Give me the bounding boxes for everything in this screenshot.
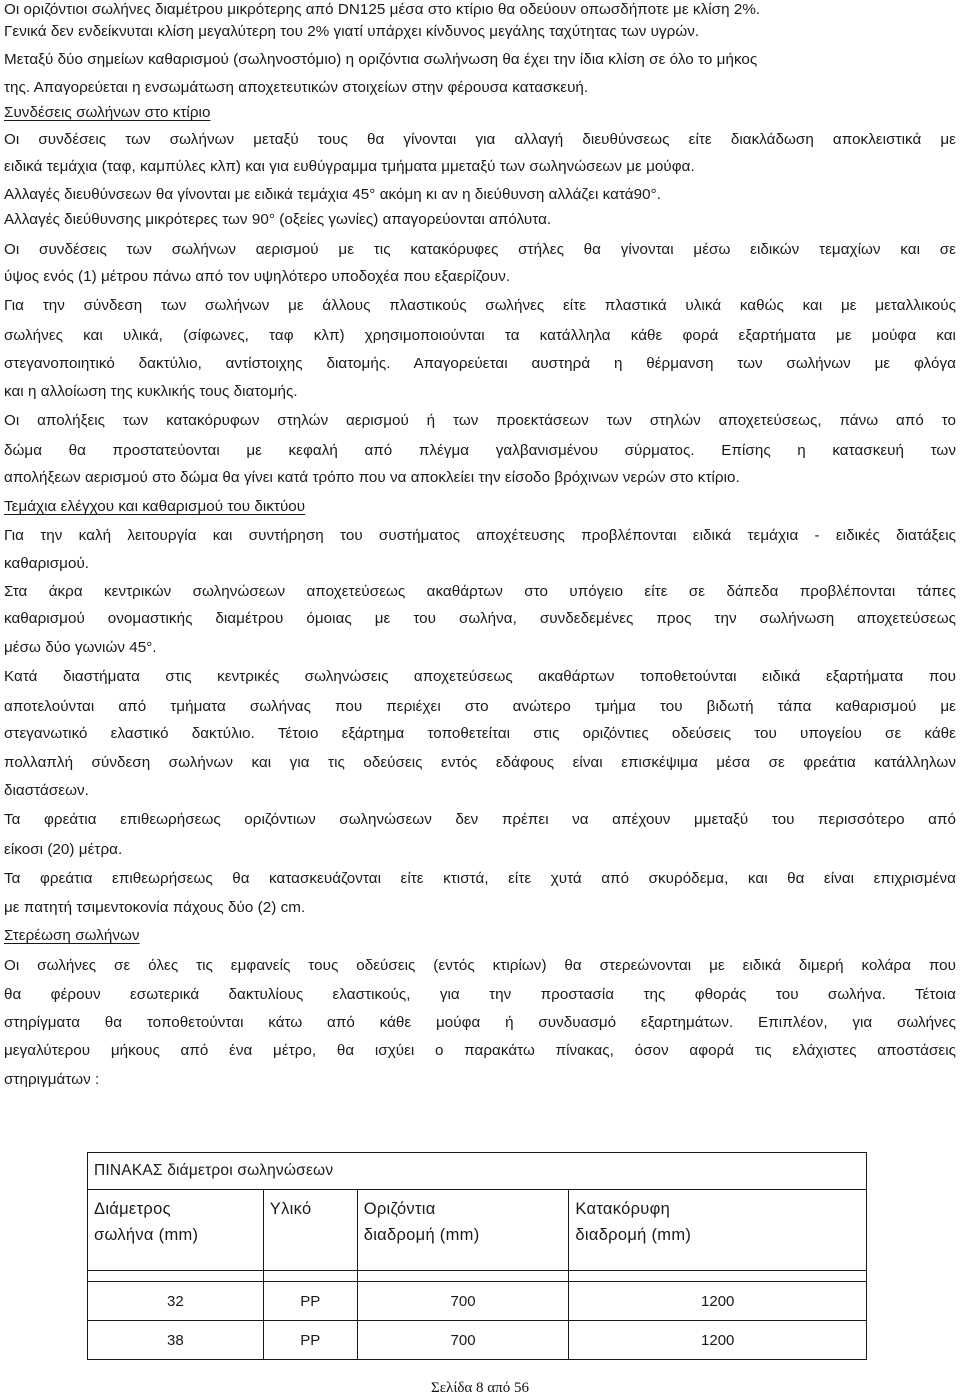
table-row <box>88 1282 867 1321</box>
text-line: στεγανοποιητικό δακτύλιο, αντίστοιχης διατομής. Απαγορεύεται αυστηρά η θέρμανση των σωλήνων με φλόγα <box>4 355 956 372</box>
text-line: ειδικά τεμάχια (ταφ, καμπύλες κλπ) και για ευθύγραμμα τμήματα μμεταξύ των σωληνώσεων με μούφα. <box>4 158 695 175</box>
text-line: Μεταξύ δύο σημείων καθαρισμού (σωληνοστόμιο) η οριζόντια σωλήνωση θα έχει την ίδια κλίση σε όλο το μήκος <box>4 51 758 68</box>
text-line: θα φέρουν εσωτερικά δακτυλίους ελαστικούς, για την προστασία της φθοράς του σωλήνα. Τέτοια <box>4 986 956 1003</box>
cell-vertical: 1200 <box>569 1282 867 1321</box>
table-caption: ΠΙΝΑΚΑΣ διάμετροι σωληνώσεων <box>88 1153 867 1190</box>
section-heading: Τεμάχια ελέγχου και καθαρισμού του δικτύου <box>4 498 306 515</box>
text-line: Οι οριζόντιοι σωλήνες διαμέτρου μικρότερης από DN125 μέσα στο κτίριο θα οδεύουν οπωσδήποτε με κλίση 2%. <box>4 1 761 18</box>
header-material: Υλικό <box>263 1190 357 1271</box>
text-line: στηρίγματα θα τοποθετούνται κάτω από κάθε μούφα ή συνδυασμό εξαρτημάτων. Επιπλέον, για σωλήνες <box>4 1014 956 1031</box>
text-line: μέσω δύο γωνιών 45°. <box>4 639 157 656</box>
text-line: πολλαπλή σύνδεση σωλήνων και για τις οδεύσεις εντός εδάφους είναι επισκέψιμα μέσα σε φρεάτια κατάλληλων <box>4 754 956 771</box>
text-line: Αλλαγές διεύθυνσης μικρότερες των 90° (οξείες γωνίες) απαγορεύονται απόλυτα. <box>4 211 552 228</box>
text-line: διαστάσεων. <box>4 782 89 799</box>
text-line: απολήξεων αερισμού στο δώμα θα γίνει κατά τρόπο που να αποκλείει την είσοδο βρόχινων νερών στο κτίριο. <box>4 469 740 486</box>
text-line: καθαρισμού. <box>4 555 90 572</box>
page-number-footer: Σελίδα 8 από 56 <box>431 1380 529 1396</box>
text-line: Τα φρεάτια επιθεωρήσεως θα κατασκευάζονται είτε κτιστά, είτε χυτά από σκυρόδεμα, και θα είναι επιχρισμένα <box>4 870 956 887</box>
header-vertical: Κατακόρυφη διαδρομή (mm) <box>569 1190 867 1271</box>
text-line: Οι συνδέσεις των σωλήνων αερισμού με τις κατακόρυφες στήλες θα γίνονται μέσω ειδικών τεμαχίων και σε <box>4 241 956 258</box>
cell-material: PP <box>263 1282 357 1321</box>
section-heading: Συνδέσεις σωλήνων στο κτίριο <box>4 104 211 121</box>
section-heading: Στερέωση σωλήνων <box>4 927 140 944</box>
text-line: αποτελούνται από τμήματα σωλήνας που περιέχει στο ανώτερο τμήμα του βιδωτή τάπα καθαρισμού με <box>4 698 956 715</box>
text-line: Για την σύνδεση των σωλήνων με άλλους πλαστικούς σωλήνες είτε πλαστικά υλικά καθώς και με μεταλλικούς <box>4 297 956 314</box>
cell-material: PP <box>263 1321 357 1360</box>
text-line: καθαρισμού ονομαστικής διαμέτρου όμοιας με του σωλήνα, συνδεδεμένες προς την σωλήνωση αποχετεύσεως <box>4 610 956 627</box>
cell-vertical: 1200 <box>569 1321 867 1360</box>
text-line: και η αλλοίωση της κυκλικής τους διατομής. <box>4 383 298 400</box>
cell-horizontal: 700 <box>357 1321 569 1360</box>
table-row <box>88 1321 867 1360</box>
header-horizontal: Οριζόντια διαδρομή (mm) <box>357 1190 569 1271</box>
text-line: Οι σωλήνες σε όλες τις εμφανείς τους οδεύσεις (εντός κτιρίων) θα στερεώνονται με ειδικά διμερή κολάρα που <box>4 957 956 974</box>
text-line: Οι συνδέσεις των σωλήνων μεταξύ τους θα γίνονται για αλλαγή διευθύνσεως είτε διακλάδωση αποκλειστικά με <box>4 131 956 148</box>
header-diameter: Διάμετρος σωλήνα (mm) <box>88 1190 264 1271</box>
text-line: στηριγμάτων : <box>4 1071 100 1088</box>
text-line: σωλήνες και υλικά, (σίφωνες, ταφ κλπ) χρησιμοποιούνται τα κατάλληλα κάθε φορά εξαρτήματα με μούφα και <box>4 327 956 344</box>
text-line: Για την καλή λειτουργία και συντήρηση του συστήματος αποχέτευσης προβλέπονται ειδικά τεμάχια - ειδικές διατάξεις <box>4 527 956 544</box>
text-line: Τα φρεάτια επιθεωρήσεως οριζόντιων σωληνώσεων δεν πρέπει να απέχουν μμεταξύ του περισσότερο από <box>4 811 956 828</box>
cell-diameter: 32 <box>88 1282 264 1321</box>
text-line: δώμα θα προστατεύονται με κεφαλή από πλέγμα γαλβανισμένου σύρματος. Επίσης η κατασκευή των <box>4 442 956 459</box>
text-line: Γενικά δεν ενδείκνυται κλίση μεγαλύτερη του 2% γιατί υπάρχει κίνδυνος μεγάλης ταχύτητας των υγρών. <box>4 23 700 40</box>
text-line: Οι απολήξεις των κατακόρυφων στηλών αερισμού ή των προεκτάσεων των στηλών αποχετεύσεως, πάνω από το <box>4 412 956 429</box>
text-line: στεγανωτικό ελαστικό δακτύλιο. Τέτοιο εξάρτημα τοποθετείται στις οριζόντιες οδεύσεις του υπογείου σε κάθε <box>4 725 956 742</box>
text-line: Κατά διαστήματα στις κεντρικές σωληνώσεις αποχετεύσεως ακαθάρτων τοποθετούνται ειδικά εξαρτήματα που <box>4 668 956 685</box>
text-line: Στα άκρα κεντρικών σωληνώσεων αποχετεύσεως ακαθάρτων στο υπόγειο είτε σε δάπεδα προβλέπονται τάπες <box>4 583 956 600</box>
text-line: με πατητή τσιμεντοκονία πάχους δύο (2) cm. <box>4 899 306 916</box>
text-line: ύψος ενός (1) μέτρου πάνω από τον υψηλότερο υποδοχέα που εξαερίζουν. <box>4 268 511 285</box>
cell-horizontal: 700 <box>357 1282 569 1321</box>
pipe-diameter-table <box>87 1152 867 1360</box>
text-line: Αλλαγές διευθύνσεων θα γίνονται με ειδικά τεμάχια 45° ακόμη κι αν η διεύθυνση αλλάζει κατά90°. <box>4 186 662 203</box>
text-line: της. Απαγορεύεται η ενσωμάτωση αποχετευτικών στοιχείων στην φέρουσα κατασκευή. <box>4 79 589 96</box>
cell-diameter: 38 <box>88 1321 264 1360</box>
text-line: μεγαλύτερου μήκους από ένα μέτρο, θα ισχύει ο παρακάτω πίνακας, όσον αφορά τις ελάχιστες αποστάσεις <box>4 1042 956 1059</box>
table-header-row <box>88 1190 867 1271</box>
text-line: είκοσι (20) μέτρα. <box>4 841 123 858</box>
